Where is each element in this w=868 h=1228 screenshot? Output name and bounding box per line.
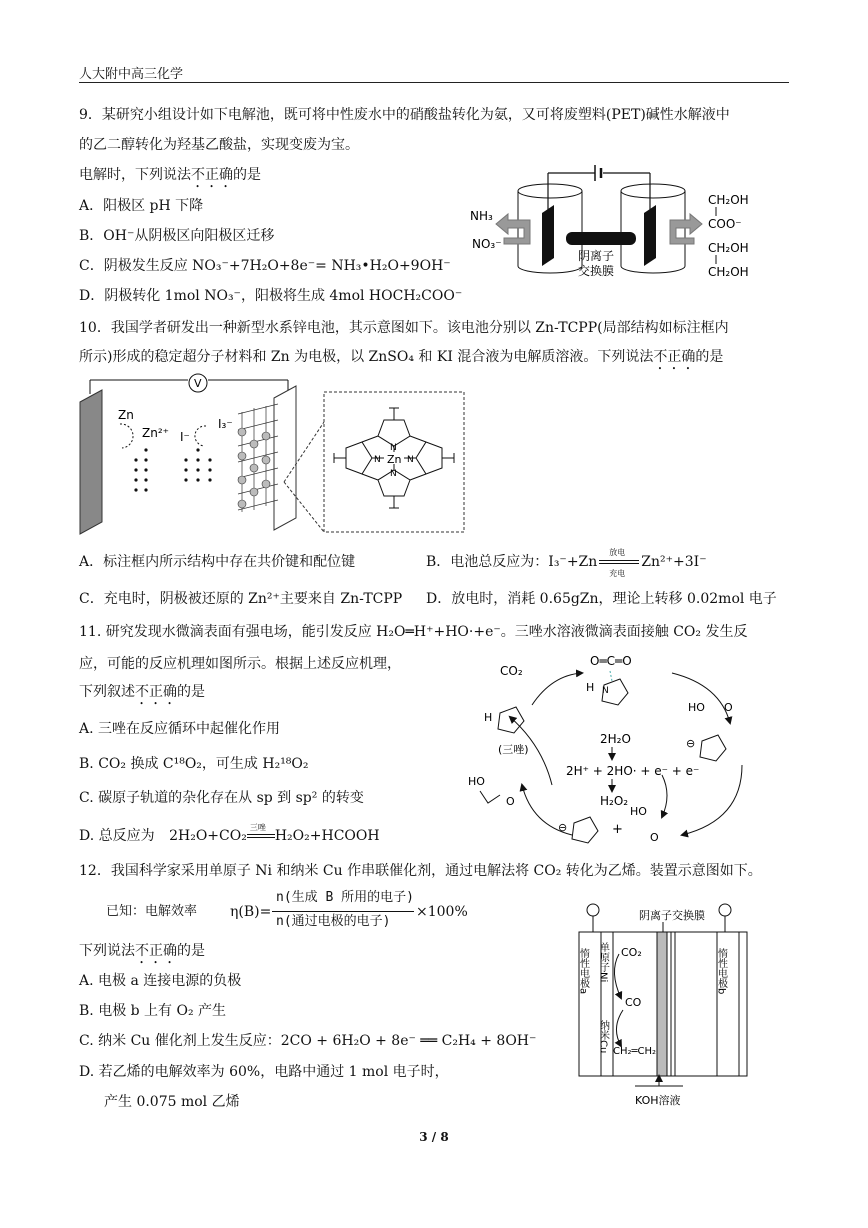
q12-co2-label: CO₂ [621,946,642,959]
q9-membrane-label-2: 交换膜 [578,264,615,278]
q11-formic-ho: HO [468,775,485,788]
q11-option-b: B. CO₂ 换成 C¹⁸O₂，可生成 H₂¹⁸O₂ [79,756,309,772]
q12-option-a: A. 电极 a 连接电源的负极 [79,973,242,989]
q11-water-label: 2H₂O [600,732,631,746]
q12-left-electrode-label: 惰性电极a [577,948,589,995]
q11-ho-right: HO [688,701,705,714]
q9-option-b: B．OH⁻从阴极区向阳极区迁移 [79,228,275,244]
q9-option-c: C．阴极发生反应 NO₃⁻+7H₂O+8e⁻= NH₃•H₂O+9OH⁻ [79,258,451,274]
q11-stem-line2: 应，可能的反应机理如图所示。根据上述反应机理， [79,656,401,672]
q11-hoco-o: O [650,831,659,844]
q12-co-label: CO [625,996,642,1009]
q11-anion-mark: ⊖ [686,737,696,750]
q11-o-right: O [724,701,733,714]
q10-option-c: C．充电时，阴极被还原的 Zn²⁺主要来自 Zn-TCPP [79,591,403,607]
q10-option-d: D．放电时，消耗 0.65gZn，理论上转移 0.02mol 电子 [426,591,777,607]
q11-option-d: D. 总反应为 2H₂O+CO₂ 三唑 H₂O₂+HCOOH [79,823,380,844]
q11-plus-sign: + [612,822,623,837]
q11-hoco-ho: HO [630,805,647,818]
q12-prompt: 下列说法不正确的是 [79,943,205,959]
q10-stem-line1: 10．我国学者研发出一种新型水系锌电池，其示意图如下。该电池分别以 Zn-TCPP(局部结构如标注框内 [79,320,729,336]
q9-electrolysis-diagram [468,158,798,293]
q12-right-electrode-label: 惰性电极b [715,948,727,995]
q11-stem-line1: 11. 研究发现水微滴表面有强电场，能引发反应 H₂O═H⁺+HO·+e⁻。三唑水溶液微滴表面接触 CO₂ 发生反 [79,624,748,640]
q12-option-c: C. 纳米 Cu 催化剂上发生反应：2CO + 6H₂O + 8e⁻ ══ C₂H₄ + 8OH⁻ [79,1033,537,1049]
q12-option-b: B. 电极 b 上有 O₂ 产生 [79,1003,227,1019]
q11-co2-label: CO₂ [500,664,523,678]
q9-prompt: 电解时，下列说法不正确的是 [79,167,261,183]
q9-stem-line1: 9．某研究小组设计如下电解池，既可将中性废水中的硝酸盐转化为氨，又可将废塑料(PET)碱性水解液中 [79,107,730,123]
q9-stem-line2: 的乙二醇转化为羟基乙酸盐，实现变废为宝。 [79,137,359,153]
page-header: 人大附中高三化学 [79,67,184,82]
q12-electrolyzer-diagram [555,902,785,1112]
q10-iodide-label: I⁻ [180,430,190,444]
q11-option-a: A. 三唑在反应循环中起催化作用 [79,721,281,737]
q10-stem-line2: 所示)形成的稳定超分子材料和 Zn 为电极，以 ZnSO₄ 和 KI 混合液为电解质溶液。下列说法不正确的是 [79,349,724,365]
q10-n-label-top: N [390,443,397,453]
q9-no3-label: NO₃⁻ [472,237,502,251]
q12-option-d-line2: 产生 0.075 mol 乙烯 [104,1094,240,1110]
q12-stem: 12．我国科学家采用单原子 Ni 和纳米 Cu 作串联催化剂，通过电解法将 CO₂ 转化为乙烯。装置示意图如下。 [79,863,762,879]
q9-option-d: D．阴极转化 1mol NO₃⁻，阳极将生成 4mol HOCH₂COO⁻ [79,288,463,304]
q10-n-label-bottom: N [390,469,397,479]
q12-ethylene-label: CH₂═CH₂ [613,1046,657,1057]
q12-membrane-label: 阴离子交换膜 [639,909,705,922]
q11-h-top: H [586,681,595,694]
q11-intermediates-label: 2H⁺ + 2HO· + e⁻ + e⁻ [566,764,700,778]
q10-voltmeter-label: V [194,377,202,390]
q9-product-coo: COO⁻ [708,217,742,231]
q12-ni-catalyst-label: 单原子Ni [597,942,609,983]
q9-nh3-label: NH₃ [470,209,493,223]
q10-zn-label: Zn [118,408,134,422]
q10-option-a: A．标注框内所示结构中存在共价键和配位键 [79,554,356,570]
q12-cu-catalyst-label: 纳米Cu [597,1020,609,1054]
q11-anion-mark-bottom: ⊖ [558,821,568,834]
q11-h-left: H [484,711,493,724]
q10-zn2-label: Zn²⁺ [142,426,169,440]
q11-oco-label: O═C═O [590,654,632,668]
q11-n-top: N [602,686,609,696]
q9-product-ch2oh: CH₂OH [708,193,749,207]
q10-triiodide-label: I₃⁻ [218,417,233,431]
q10-option-b: B．电池总反应为：I₃⁻+Zn 放电 充电 Zn²⁺+3I⁻ [426,548,707,578]
q10-zn-center-label: Zn [387,453,402,466]
q12-option-d-line1: D. 若乙烯的电解效率为 60%，电路中通过 1 mol 电子时， [79,1064,449,1080]
q11-option-c: C. 碳原子轨道的杂化存在从 sp 到 sp² 的转变 [79,790,364,806]
page-number: 3 / 8 [419,1130,449,1144]
q11-triazole-label: (三唑) [498,743,529,756]
q9-reactant-ch2oh-2: CH₂OH [708,265,749,279]
q11-h2o2-label: H₂O₂ [600,794,629,808]
q11-formic-o: O [506,795,515,808]
q10-n-label-left: N [374,455,381,465]
q9-membrane-label-1: 阴离子 [578,249,615,263]
q9-reactant-ch2oh-1: CH₂OH [708,241,749,255]
q12-koh-label: KOH溶液 [635,1094,681,1107]
header-rule [79,82,789,83]
q11-mechanism-diagram [462,645,762,850]
q10-n-label-right: N [407,455,414,465]
q10-battery-diagram [78,372,468,544]
q11-prompt: 下列叙述不正确的是 [79,684,205,700]
q9-option-a: A．阳极区 pH 下降 [79,198,204,214]
